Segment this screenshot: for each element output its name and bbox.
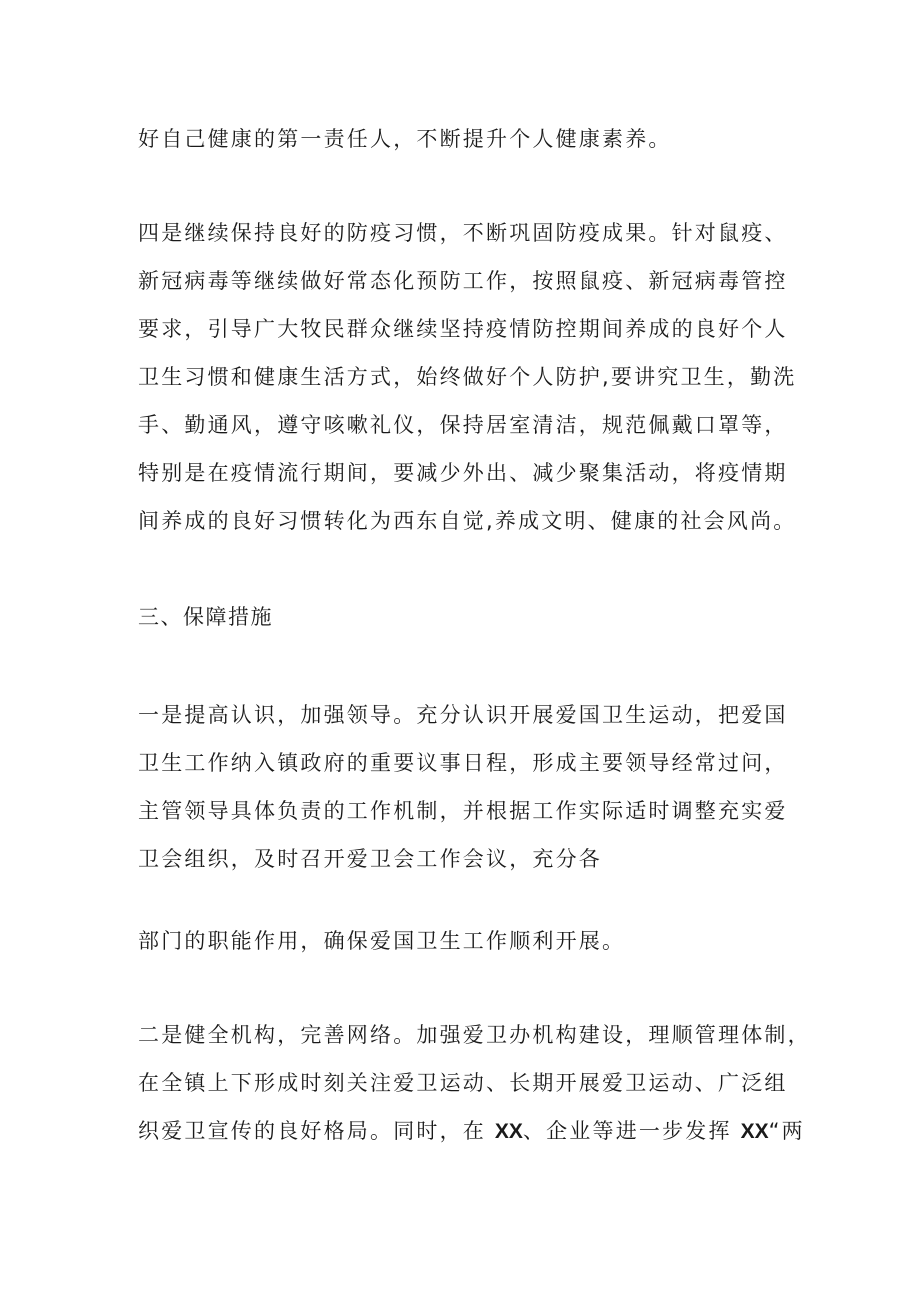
- section-heading: 三、保障措施: [138, 605, 273, 629]
- paragraph-line: 部门的职能作用，确保爱国卫生工作顺利开展。: [138, 929, 626, 953]
- paragraph-line: 四是继续保持良好的防疫习惯，不断巩固防疫成果。针对鼠疫、: [138, 221, 788, 245]
- paragraph-line: 卫生习惯和健康生活方式，始终做好个人防护,要讲究卫生，勤洗: [138, 365, 797, 389]
- text-segment: 、企业等进一步发挥: [522, 1119, 741, 1143]
- text-segment: 织爱卫宣传的良好格局。同时，在: [138, 1119, 495, 1143]
- text-segment: “两: [768, 1119, 805, 1143]
- paragraph-line: 手、勤通风，遵守咳嗽礼仪，保持居室清洁，规范佩戴口罩等，: [138, 413, 788, 437]
- placeholder-xx: XX: [740, 1120, 769, 1143]
- paragraph-line: 好自己健康的第一责任人，不断提升个人健康素养。: [138, 127, 672, 151]
- paragraph-line: 间养成的良好习惯转化为西东自觉,养成文明、健康的社会风尚。: [138, 509, 797, 533]
- paragraph-line-mixed: [138, 1116, 805, 1147]
- paragraph-line: 卫生工作纳入镇政府的重要议事日程，形成主要领导经常过问，: [138, 751, 788, 775]
- paragraph-line: 一是提高认识，加强领导。充分认识开展爱国卫生运动，把爱国: [138, 703, 788, 727]
- paragraph-line: 要求，引导广大牧民群众继续坚持疫情防控期间养成的良好个人: [138, 317, 788, 341]
- paragraph-line: 二是健全机构，完善网络。加强爱卫办机构建设，理顺管理体制，: [138, 1023, 811, 1047]
- paragraph-line: 卫会组织，及时召开爱卫会工作会议，充分各: [138, 847, 602, 871]
- placeholder-xx: XX: [494, 1120, 523, 1143]
- paragraph-line: 主管领导具体负责的工作机制，并根据工作实际适时调整充实爱: [138, 799, 788, 823]
- paragraph-line: 特别是在疫情流行期间，要减少外出、减少聚集活动，将疫情期: [138, 461, 788, 485]
- paragraph-line: 新冠病毒等继续做好常态化预防工作，按照鼠疫、新冠病毒管控: [138, 269, 788, 293]
- paragraph-line: 在全镇上下形成时刻关注爱卫运动、长期开展爱卫运动、广泛组: [138, 1071, 788, 1095]
